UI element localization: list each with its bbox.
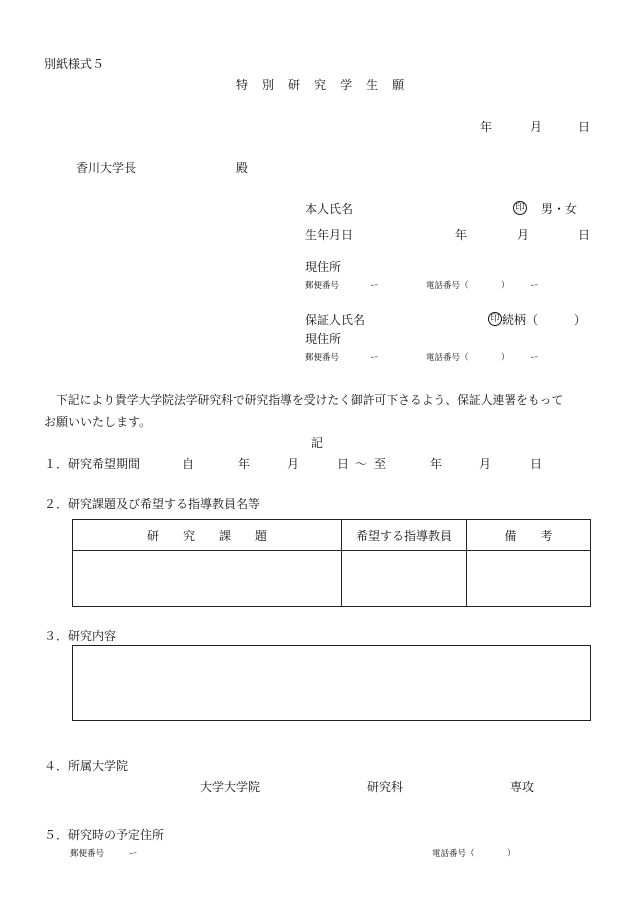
title-char: 特: [236, 78, 249, 92]
addressee-honorific: 殿: [236, 161, 249, 175]
title-char: 別: [262, 78, 275, 92]
cell-subject[interactable]: [73, 551, 342, 607]
period-day2: 日: [530, 457, 543, 471]
applicant-postal-dash: ー: [370, 281, 379, 291]
period-day1: 日: [337, 457, 350, 471]
guarantor-address-label: 現住所: [305, 332, 342, 346]
birth-year: 年: [455, 228, 468, 242]
guarantor-postal-label: 郵便番号: [305, 353, 340, 363]
guarantor-phone-close: ）: [501, 353, 510, 363]
period-to: 至: [374, 457, 387, 471]
page-title: [236, 79, 404, 91]
item5-postal-label: 郵便番号: [70, 849, 105, 859]
table-header-row: [73, 520, 591, 551]
guarantor-postal-dash: ー: [370, 353, 379, 363]
item5-postal-dash: ー: [129, 849, 138, 859]
title-char: 生: [366, 78, 379, 92]
period-year1: 年: [238, 457, 251, 471]
applicant-phone-close: ）: [501, 281, 510, 291]
birth-day: 日: [578, 228, 591, 242]
guarantor-phone-label: 電話番号（: [426, 353, 469, 363]
applicant-gender: 男・女: [541, 202, 578, 216]
period-month2: 月: [479, 457, 492, 471]
guarantor-name-label: 保証人氏名: [305, 313, 366, 327]
date-day: 日: [578, 120, 591, 134]
birth-month: 月: [517, 228, 530, 242]
graduate-school-major: 専攻: [510, 780, 535, 794]
title-char: 究: [314, 78, 327, 92]
item5-phone-label: 電話番号（: [432, 849, 475, 859]
graduate-school-univ: 大学大学院: [200, 780, 261, 794]
item2-label: ２．研究課題及び希望する指導教員名等: [44, 497, 261, 511]
seal-char: 印: [488, 312, 502, 326]
date-month: 月: [530, 120, 543, 134]
item5-phone-close: ）: [507, 849, 516, 859]
seal-char: 印: [513, 201, 527, 215]
form-id: 別紙様式５: [44, 57, 105, 71]
col-header-subject: 研 究 課 題: [73, 520, 342, 551]
guarantor-seal-icon: [488, 312, 502, 326]
title-char: 願: [392, 78, 405, 92]
addressee-name: 香川大学長: [76, 161, 137, 175]
applicant-address-label: 現住所: [305, 260, 342, 274]
applicant-seal-icon: [513, 201, 527, 215]
guarantor-phone-dash: ー: [530, 353, 539, 363]
applicant-phone-dash: ー: [530, 281, 539, 291]
applicant-name-label: 本人氏名: [305, 202, 354, 216]
title-char: 学: [340, 78, 353, 92]
period-tilde: ～: [355, 457, 368, 471]
guarantor-relation: 続柄（ ）: [502, 313, 587, 327]
item4-label: ４．所属大学院: [44, 759, 129, 773]
graduate-school-dept: 研究科: [367, 780, 404, 794]
period-year2: 年: [430, 457, 443, 471]
col-header-remarks: 備 考: [467, 520, 591, 551]
birth-label: 生年月日: [305, 228, 354, 242]
item1-label: １．研究希望期間: [44, 457, 141, 471]
period-month1: 月: [287, 457, 300, 471]
cell-advisor[interactable]: [342, 551, 467, 607]
body-text-line2: お願いいたします。: [44, 415, 152, 429]
cell-remarks[interactable]: [467, 551, 591, 607]
table-row: [73, 551, 591, 607]
applicant-postal-label: 郵便番号: [305, 281, 340, 291]
item3-label: ３．研究内容: [44, 629, 117, 643]
body-text-line1: 下記により貴学大学院法学研究科で研究指導を受けたく御許可下さるよう、保証人連署をもって: [56, 393, 564, 407]
period-from: 自: [182, 457, 195, 471]
ki-heading: 記: [311, 436, 324, 450]
research-content-box[interactable]: [72, 645, 591, 721]
item5-label: ５．研究時の予定住所: [44, 828, 165, 842]
date-year: 年: [480, 120, 493, 134]
title-char: 研: [288, 78, 301, 92]
research-subject-table: [72, 519, 591, 607]
col-header-advisor: 希望する指導教員: [342, 520, 467, 551]
applicant-phone-label: 電話番号（: [426, 281, 469, 291]
